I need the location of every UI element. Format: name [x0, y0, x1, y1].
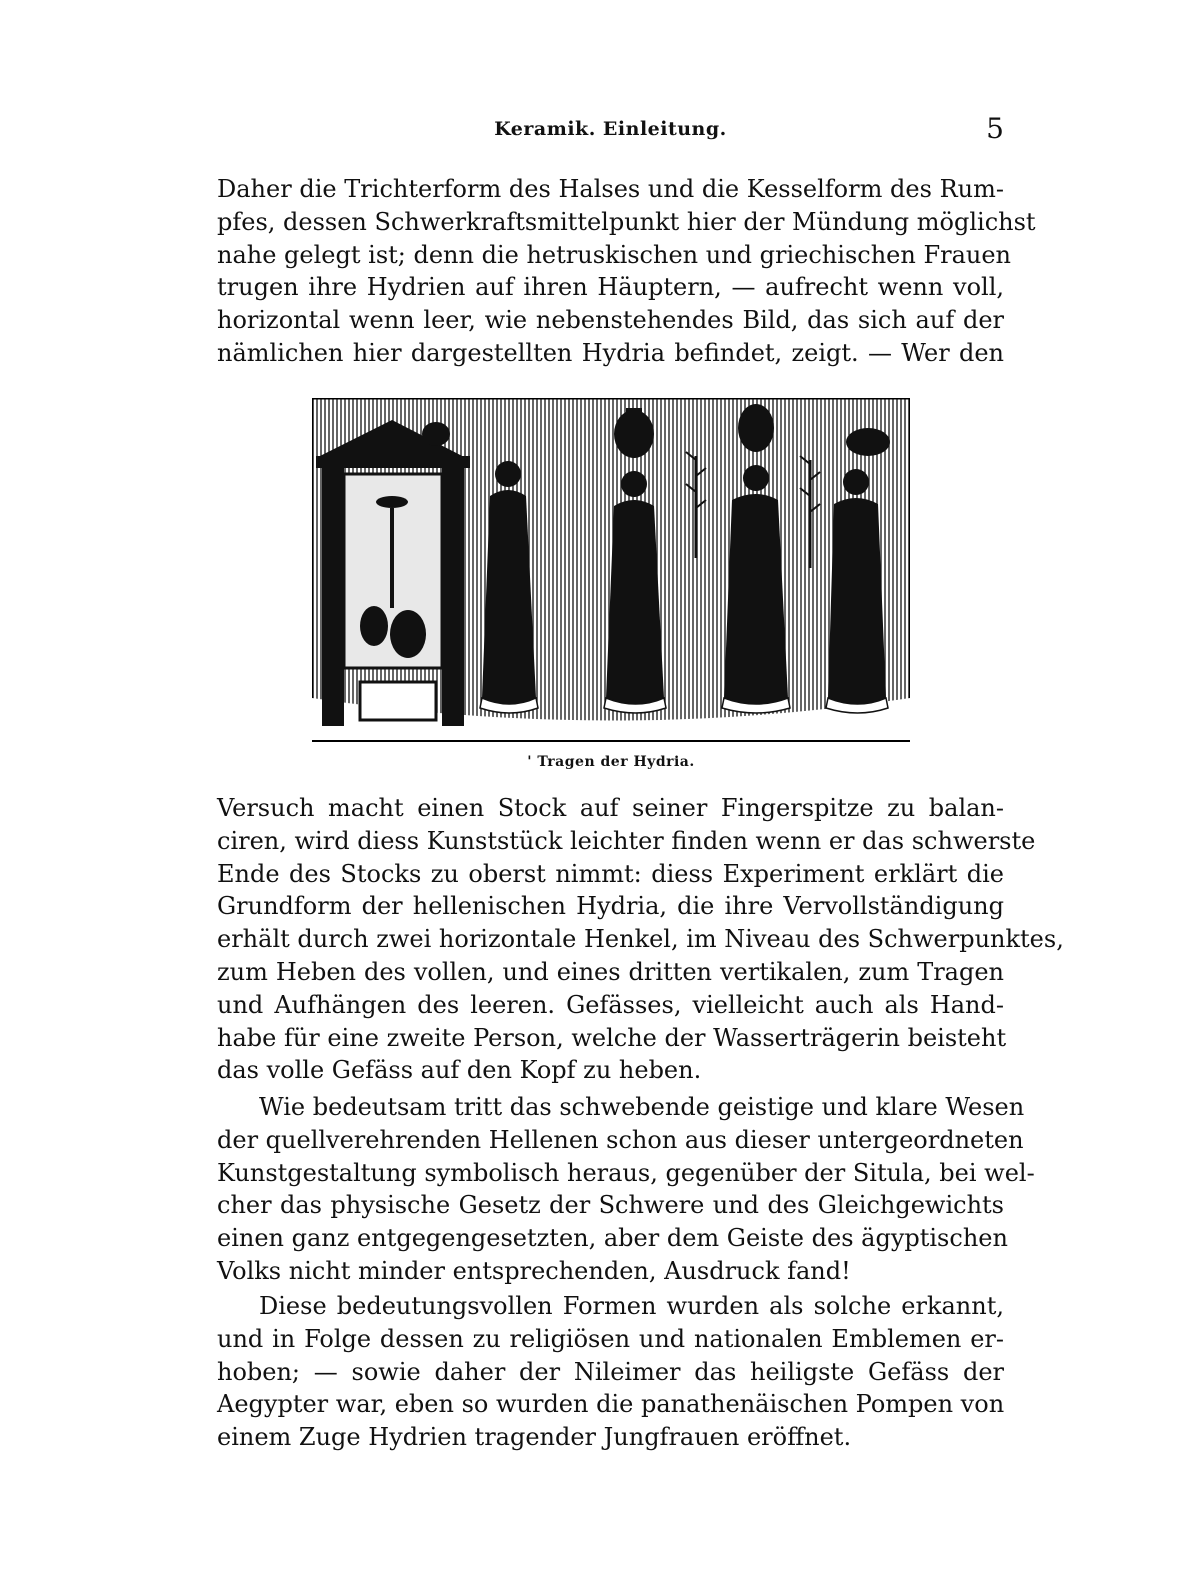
text-line: ciren, wird diess Kunststück leichter finden wenn er das schwerste [217, 826, 1036, 855]
text-line: pfes, dessen Schwerkraftsmittelpunkt hier der Mündung möglichst [217, 207, 1036, 236]
text-line: erhält durch zwei horizontale Henkel, im Niveau des Schwerpunktes, [217, 925, 1064, 954]
hydria-illustration [312, 398, 910, 745]
text-line: einen ganz entgegengesetzten, aber dem Geiste des ägyptischen [217, 1224, 1008, 1253]
running-title: Keramik. Einleitung. [494, 118, 727, 140]
text-line: Wie bedeutsam tritt das schwebende geistige und klare Wesen [259, 1093, 1025, 1121]
text-line: das volle Gefäss auf den Kopf zu heben. [217, 1056, 702, 1085]
text-line: einem Zuge Hydrien tragender Jungfrauen eröffnet. [217, 1423, 852, 1452]
paragraph-1 [217, 173, 1036, 370]
text-line: Ende des Stocks zu oberst nimmt: diess Experiment erklärt die [217, 859, 1004, 888]
text-line: Grundform der hellenischen Hydria, die ihre Vervollständigung [217, 892, 1004, 921]
text-line: nämlichen hier dargestellten Hydria befindet, zeigt. — Wer den [217, 338, 1004, 367]
text-line: Volks nicht minder entsprechenden, Ausdruck fand! [217, 1256, 851, 1285]
text-line: der quellverehrenden Hellenen schon aus dieser untergeordneten [217, 1125, 1024, 1154]
page-number: 5 [986, 112, 1004, 145]
text-line: habe für eine zweite Person, welche der Wasserträgerin beisteht [217, 1023, 1007, 1052]
paragraph-2 [217, 792, 1064, 1087]
page-header [217, 112, 1004, 150]
text-line: Kunstgestaltung symbolisch heraus, gegenüber der Situla, bei wel- [217, 1158, 1035, 1187]
text-line: Aegypter war, eben so wurden die panathenäischen Pompen von [217, 1390, 1005, 1419]
paragraph-4 [217, 1290, 1004, 1454]
paragraph-3 [217, 1091, 1035, 1288]
text-line: hoben; — sowie daher der Nileimer das heiligste Gefäss der [217, 1357, 1004, 1386]
text-line: trugen ihre Hydrien auf ihren Häuptern, — aufrecht wenn voll, [217, 273, 1004, 302]
text-line: cher das physische Gesetz der Schwere und des Gleichgewichts [217, 1191, 1004, 1220]
text-line: Daher die Trichterform des Halses und die Kesselform des Rum- [217, 175, 1004, 203]
figure-caption: ' Tragen der Hydria. [527, 754, 695, 770]
text-line: und Aufhängen des leeren. Gefässes, vielleicht auch als Hand- [217, 990, 1004, 1019]
text-line: und in Folge dessen zu religiösen und nationalen Emblemen er- [217, 1324, 1004, 1353]
text-line: nahe gelegt ist; denn die hetruskischen und griechischen Frauen [217, 240, 1011, 269]
text-line: zum Heben des vollen, und eines dritten vertikalen, zum Tragen [217, 957, 1004, 986]
text-line: Diese bedeutungsvollen Formen wurden als solche erkannt, [259, 1292, 1004, 1320]
text-line: Versuch macht einen Stock auf seiner Fingerspitze zu balan- [217, 794, 1004, 822]
text-line: horizontal wenn leer, wie nebenstehendes Bild, das sich auf der [217, 306, 1004, 335]
